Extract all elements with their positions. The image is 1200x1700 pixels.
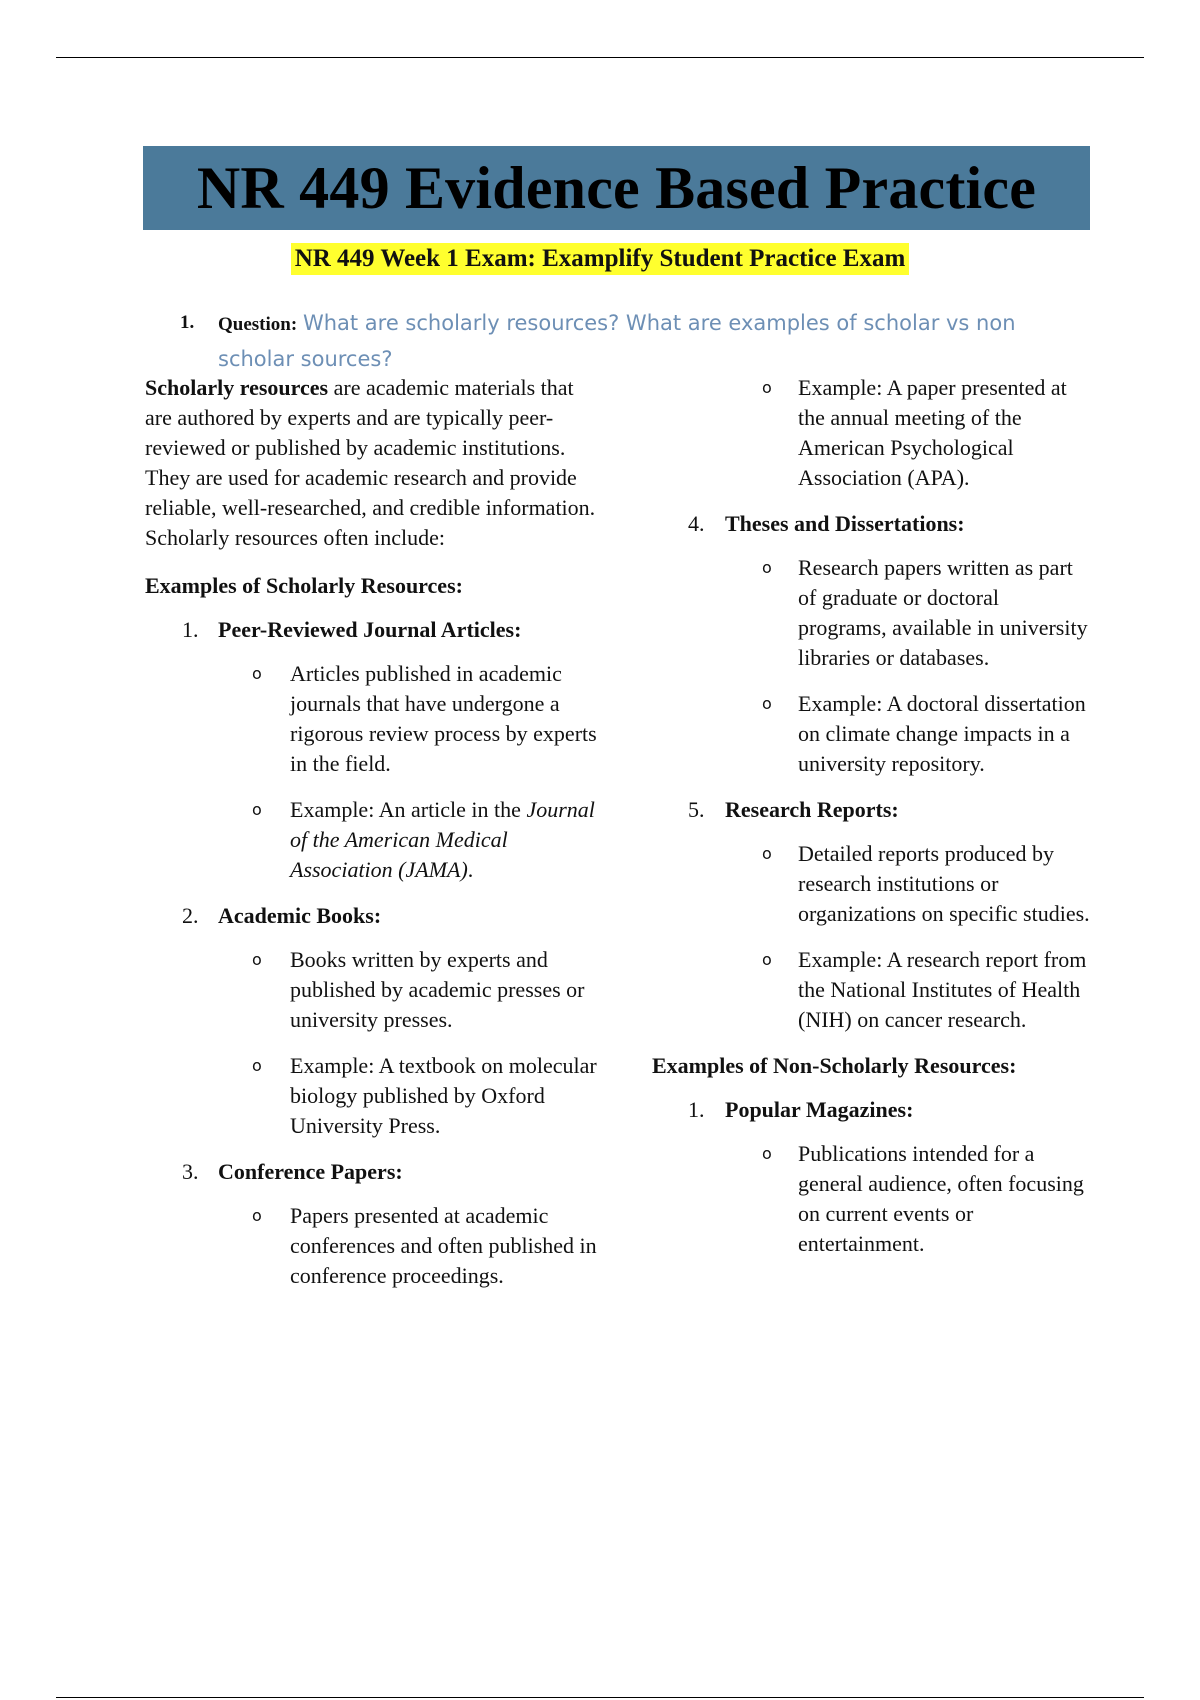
bottom-rule (56, 1697, 1144, 1698)
item-title: Popular Magazines: (725, 1097, 914, 1122)
scholarly-heading: Examples of Scholarly Resources: (145, 573, 463, 598)
bullet-item (652, 373, 1092, 493)
bullet-text: Papers presented at academic conferences and often published in conference proceedings. (290, 1203, 597, 1288)
bullet-text: Example: A doctoral dissertation on climate change impacts in a university repository. (798, 691, 1086, 776)
bullet-text: Example: A textbook on molecular biology published by Oxford University Press. (290, 1053, 597, 1138)
intro-paragraph (145, 373, 600, 553)
bullet-marker: o (252, 950, 262, 969)
bullet-item (145, 945, 600, 1035)
question-label: Question: (218, 314, 298, 335)
bullet-marker: o (252, 1056, 262, 1075)
list-item-heading (652, 795, 1092, 825)
list-item-heading (145, 1157, 600, 1187)
bullet-item (652, 1139, 1092, 1259)
item-title: Peer-Reviewed Journal Articles: (218, 617, 522, 642)
item-title: Theses and Dissertations: (725, 511, 965, 536)
list-item-heading (145, 615, 600, 645)
subtitle-highlight: NR 449 Week 1 Exam: Examplify Student Practice Exam (291, 243, 910, 275)
intro-text: are academic materials that are authored by experts and are typically peer-reviewed or published by academic institutions. They are used for academic research and provide reliable, well-researched, and credible information. Scholarly resources often include: (145, 375, 596, 550)
item-title: Academic Books: (218, 903, 382, 928)
bullet-marker: o (762, 378, 772, 397)
left-column (145, 373, 600, 1307)
bullet-text: Example: A research report from the National Institutes of Health (NIH) on cancer research. (798, 947, 1087, 1032)
bullet-marker: o (762, 844, 772, 863)
right-column (652, 373, 1092, 1275)
bullet-marker: o (762, 694, 772, 713)
journal-name: Journal of the American Medical Association (JAMA) (290, 797, 595, 882)
list-item-heading (145, 901, 600, 931)
bullet-marker: o (252, 800, 262, 819)
non-scholarly-heading: Examples of Non-Scholarly Resources: (652, 1053, 1017, 1078)
question-text: What are scholarly resources? What are examples of scholar vs non scholar sources? (218, 311, 1016, 371)
bullet-item (145, 795, 600, 885)
list-item-heading (652, 1095, 1092, 1125)
item-number: 3. (182, 1159, 199, 1184)
bullet-text: Books written by experts and published by academic presses or university presses. (290, 947, 585, 1032)
bullet-marker: o (762, 1144, 772, 1163)
bullet-marker: o (762, 950, 772, 969)
bullet-marker: o (252, 1206, 262, 1225)
item-title: Conference Papers: (218, 1159, 403, 1184)
item-number: 4. (688, 511, 705, 536)
subtitle-wrapper (0, 243, 1200, 275)
question-number: 1. (180, 312, 195, 333)
bullet-item (652, 689, 1092, 779)
list-item-heading (652, 509, 1092, 539)
bullet-item (145, 659, 600, 779)
bullet-text: Example: A paper presented at the annual meeting of the American Psychological Association (APA). (798, 375, 1067, 490)
bullet-item (145, 1201, 600, 1291)
bullet-text: Example: An article in the (290, 797, 527, 822)
title-banner (143, 146, 1090, 230)
top-rule (56, 57, 1144, 58)
item-number: 1. (182, 617, 199, 642)
bullet-text: Publications intended for a general audience, often focusing on current events or entertainment. (798, 1141, 1084, 1256)
bullet-marker: o (252, 664, 262, 683)
item-number: 2. (182, 903, 199, 928)
item-number: 1. (688, 1097, 705, 1122)
bullet-text: Research papers written as part of graduate or doctoral programs, available in university libraries or databases. (798, 555, 1088, 670)
bullet-item (652, 945, 1092, 1035)
page-title: NR 449 Evidence Based Practice (196, 154, 1037, 221)
bullet-item (652, 839, 1092, 929)
bullet-item (652, 553, 1092, 673)
question-block (180, 306, 1060, 376)
bullet-marker: o (762, 558, 772, 577)
bullet-text: Detailed reports produced by research institutions or organizations on specific studies. (798, 841, 1090, 926)
bullet-item (145, 1051, 600, 1141)
item-title: Research Reports: (725, 797, 899, 822)
item-number: 5. (688, 797, 705, 822)
bullet-text-end: . (467, 857, 474, 882)
intro-bold: Scholarly resources (145, 375, 329, 400)
bullet-text: Articles published in academic journals that have undergone a rigorous review process by experts in the field. (290, 661, 597, 776)
